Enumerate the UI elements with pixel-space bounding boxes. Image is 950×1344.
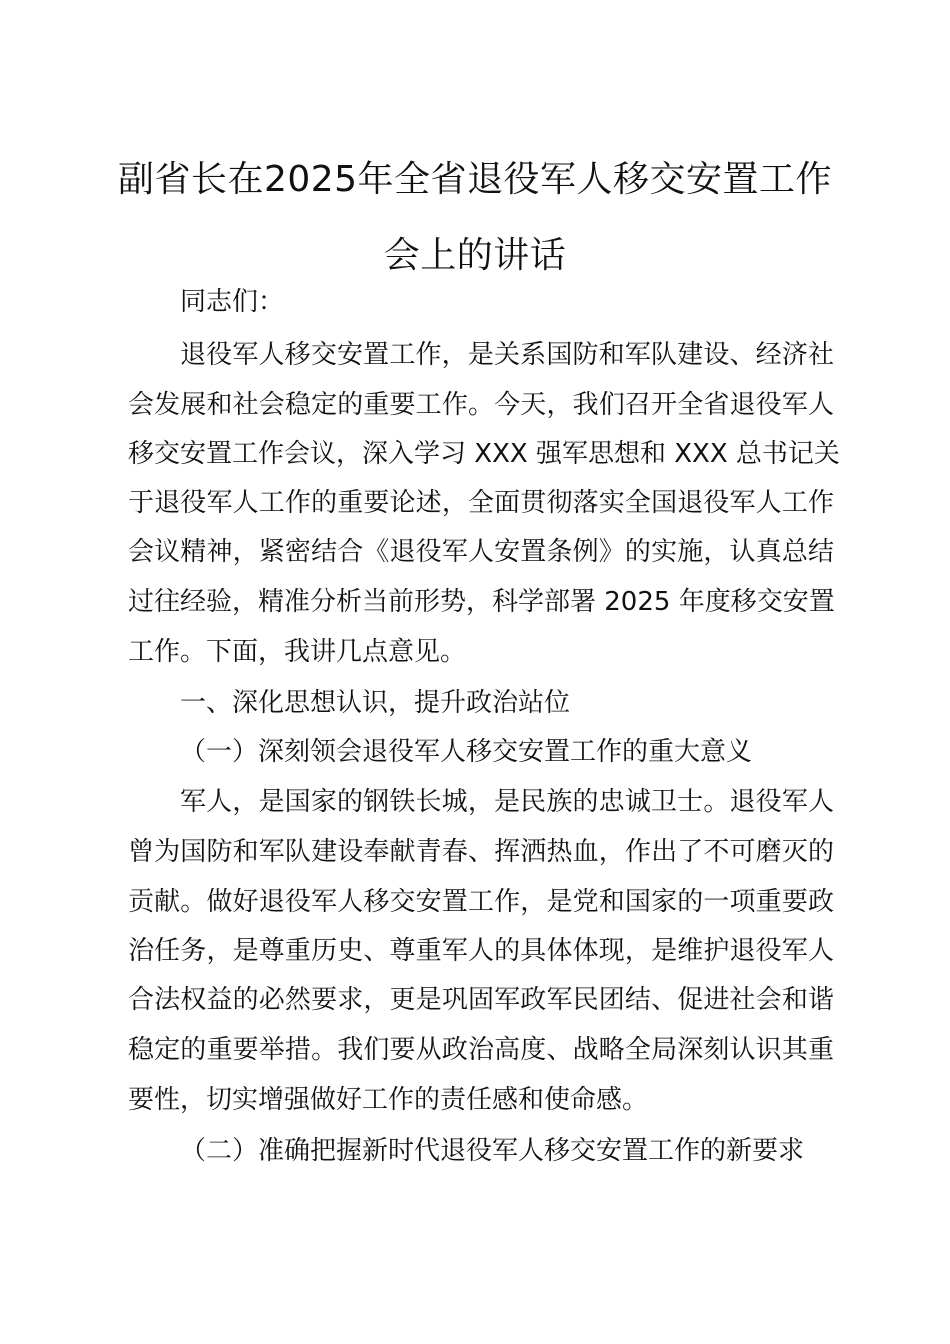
body-paragraph-line: 军人，是国家的钢铁长城，是民族的忠诚卫士。退役军人 xyxy=(180,787,834,817)
subsection-heading: （一）深刻领会退役军人移交安置工作的重大意义 xyxy=(180,737,753,767)
intro-paragraph-line: 退役军人移交安置工作，是关系国防和军队建设、经济社 xyxy=(180,340,834,370)
section-heading: 一、深化思想认识，提升政治站位 xyxy=(180,688,571,718)
body-paragraph-line: 合法权益的必然要求，更是巩固军政军民团结、促进社会和谐 xyxy=(128,985,834,1015)
intro-paragraph-line: 会发展和社会稳定的重要工作。今天，我们召开全省退役军人 xyxy=(128,390,834,420)
salutation: 同志们： xyxy=(180,287,285,317)
intro-paragraph-line: 移交安置工作会议，深入学习 XXX 强军思想和 XXX 总书记关 xyxy=(128,439,840,469)
body-paragraph-line: 治任务，是尊重历史、尊重军人的具体体现，是维护退役军人 xyxy=(128,936,834,966)
intro-paragraph-line: 工作。下面，我讲几点意见。 xyxy=(128,637,467,667)
document-title-line-1: 副省长在2025年全省退役军人移交安置工作 xyxy=(117,159,833,200)
intro-paragraph-line: 过往经验，精准分析当前形势，科学部署 2025 年度移交安置 xyxy=(128,587,835,617)
intro-paragraph-line: 于退役军人工作的重要论述，全面贯彻落实全国退役军人工作 xyxy=(128,488,834,518)
subsection-heading: （二）准确把握新时代退役军人移交安置工作的新要求 xyxy=(180,1136,805,1166)
body-paragraph-line: 贡献。做好退役军人移交安置工作，是党和国家的一项重要政 xyxy=(128,887,834,917)
body-paragraph-line: 要性，切实增强做好工作的责任感和使命感。 xyxy=(128,1085,649,1115)
document-title-line-2: 会上的讲话 xyxy=(383,235,567,276)
intro-paragraph-line: 会议精神，紧密结合《退役军人安置条例》的实施，认真总结 xyxy=(128,537,834,567)
body-paragraph-line: 曾为国防和军队建设奉献青春、挥洒热血，作出了不可磨灭的 xyxy=(128,837,834,867)
body-paragraph-line: 稳定的重要举措。我们要从政治高度、战略全局深刻认识其重 xyxy=(128,1035,834,1065)
